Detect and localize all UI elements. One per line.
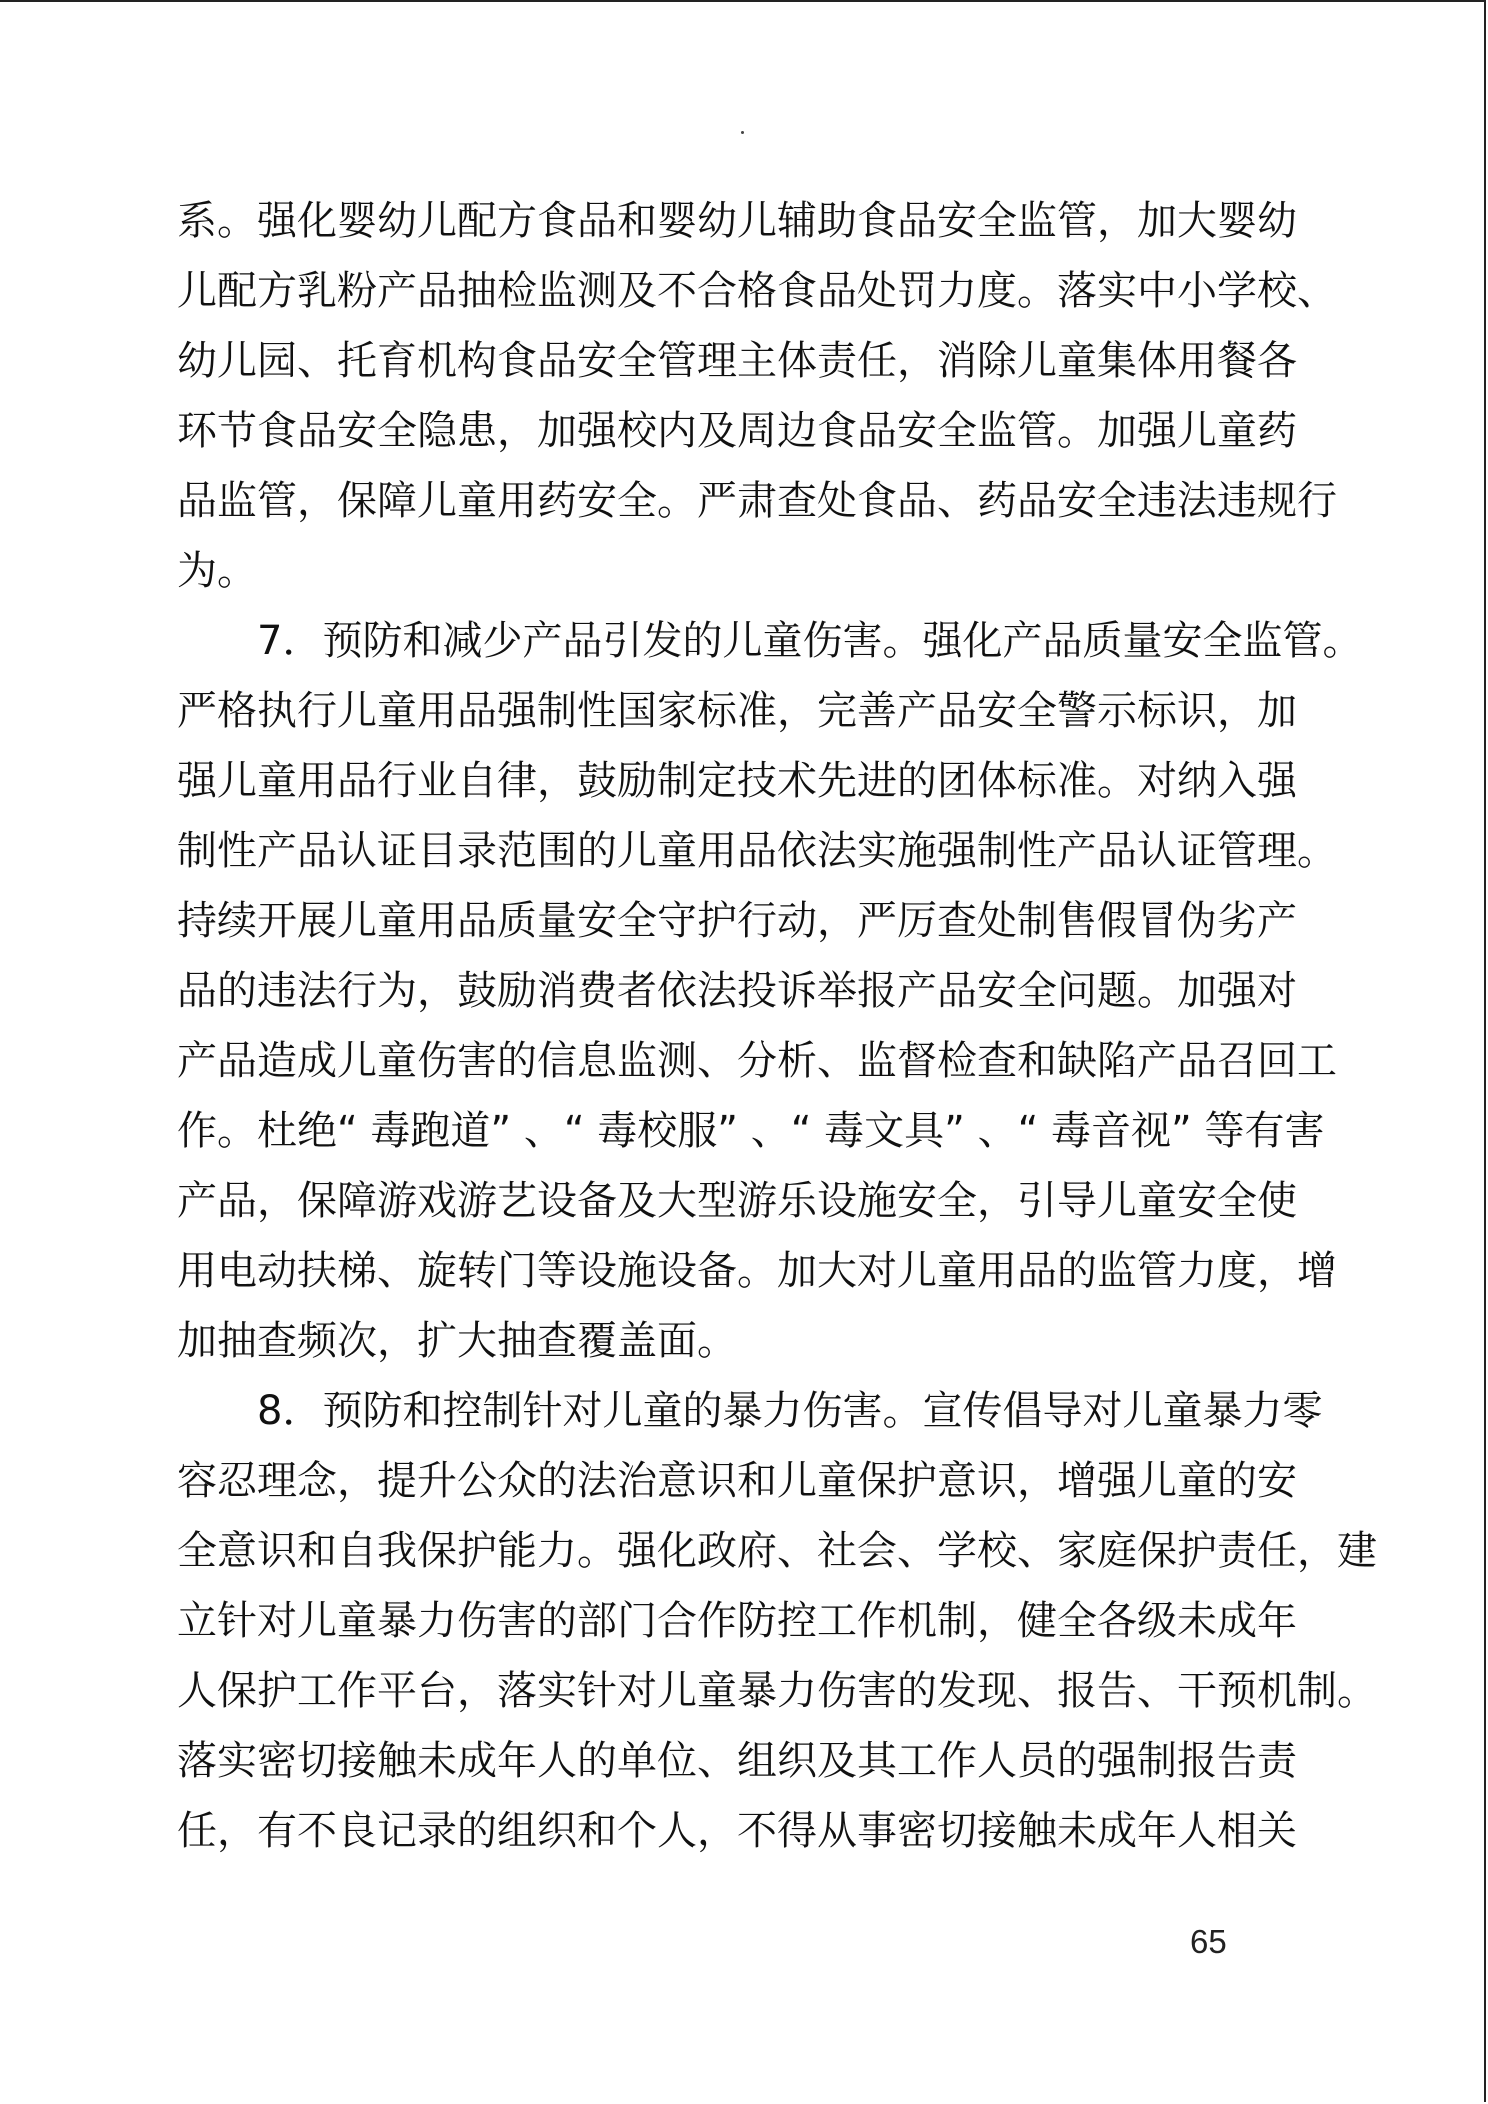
text-line: 为。 [177,548,257,594]
text-line: 人保护工作平台，落实针对儿童暴力伤害的发现、报告、干预机制。 [177,1668,1377,1714]
text-line: 系。强化婴幼儿配方食品和婴幼儿辅助食品安全监管，加大婴幼 [177,198,1297,244]
body-text [177,186,1377,1866]
text-line: 任，有不良记录的组织和个人，不得从事密切接触未成年人相关 [177,1808,1297,1854]
text-line: 强儿童用品行业自律，鼓励制定技术先进的团体标准。对纳入强 [177,758,1297,804]
text-line: 制性产品认证目录范围的儿童用品依法实施强制性产品认证管理。 [177,828,1337,874]
text-line: 品的违法行为，鼓励消费者依法投诉举报产品安全问题。加强对 [177,968,1297,1014]
text-line: 严格执行儿童用品强制性国家标准，完善产品安全警示标识，加 [177,688,1297,734]
text-line: 作。杜绝“ 毒跑道” 、“ 毒校服” 、“ 毒文具” 、“ 毒音视” 等有害 [177,1108,1325,1154]
paragraph-7-heading-line: 7．预防和减少产品引发的儿童伤害。强化产品质量安全监管。 [257,618,1363,664]
text-line: 环节食品安全隐患，加强校内及周边食品安全监管。加强儿童药 [177,408,1297,454]
text-line: 立针对儿童暴力伤害的部门合作防控工作机制，健全各级未成年 [177,1598,1297,1644]
text-line: 幼儿园、托育机构食品安全管理主体责任，消除儿童集体用餐各 [177,338,1297,384]
text-line: 容忍理念，提升公众的法治意识和儿童保护意识，增强儿童的安 [177,1458,1297,1504]
text-line: 品监管，保障儿童用药安全。严肃查处食品、药品安全违法违规行 [177,478,1337,524]
text-line: 全意识和自我保护能力。强化政府、社会、学校、家庭保护责任，建 [177,1528,1377,1574]
text-line: 产品，保障游戏游艺设备及大型游乐设施安全，引导儿童安全使 [177,1178,1297,1224]
text-line: 加抽查频次，扩大抽查覆盖面。 [177,1318,737,1364]
header-mark [741,131,744,134]
text-line: 持续开展儿童用品质量安全守护行动，严厉查处制售假冒伪劣产 [177,898,1297,944]
text-line: 产品造成儿童伤害的信息监测、分析、监督检查和缺陷产品召回工 [177,1038,1337,1084]
page-number: 65 [1190,1923,1227,1960]
text-line: 儿配方乳粉产品抽检监测及不合格食品处罚力度。落实中小学校、 [177,268,1337,314]
text-line: 用电动扶梯、旋转门等设施设备。加大对儿童用品的监管力度，增 [177,1248,1337,1294]
paragraph-8-heading-line: 8．预防和控制针对儿童的暴力伤害。宣传倡导对儿童暴力零 [257,1388,1323,1434]
text-line: 落实密切接触未成年人的单位、组织及其工作人员的强制报告责 [177,1738,1297,1784]
